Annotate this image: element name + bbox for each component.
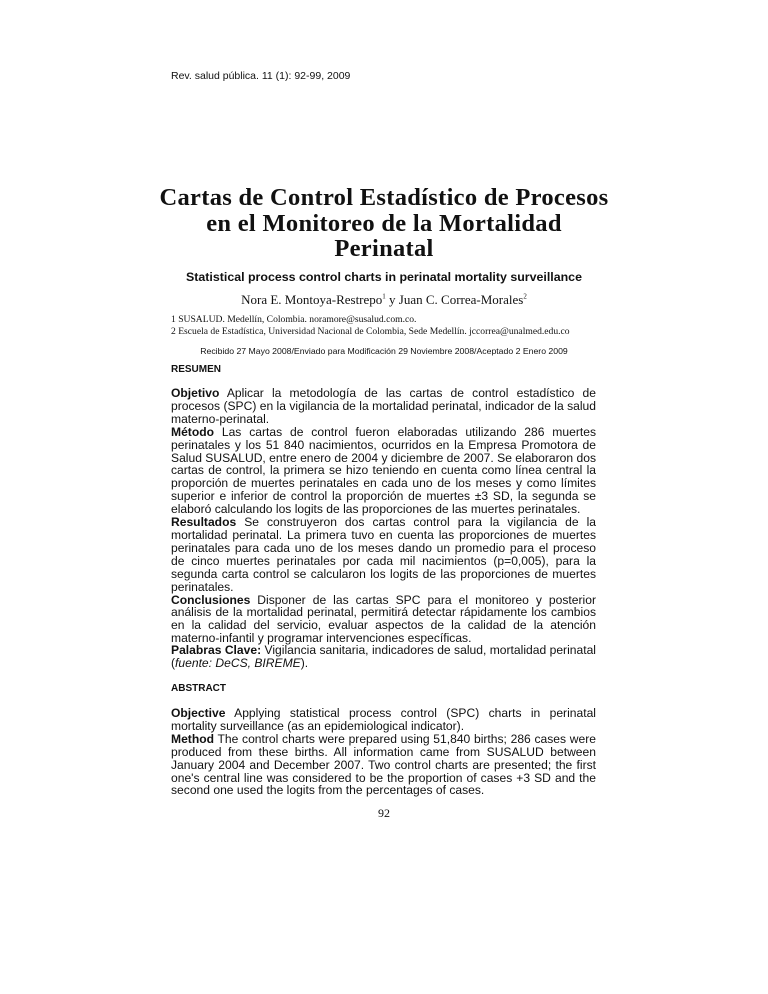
keywords-end: ). (300, 655, 309, 670)
section-text: Las cartas de control fueron elaboradas utilizando 286 muertes perinatales y los 51 840 nacimientos, ocurridos en la Empresa Promotora de Salud SUSALUD, entre enero de 2004 y diciembre de 2007. Se elaboraron dos cartas de control, la primera se hizo teniendo en cuenta como línea central la proporción de muertes perinatales en cada uno de los meses y como límites superior e inferior de control la proporción de muertes ±3 SD, la segunda se elaboró calculando los logits de las proporciones de las muertes perinatales. (171, 424, 596, 517)
abstract-method (171, 733, 596, 798)
section-label: Conclusiones (171, 592, 251, 607)
resumen-heading: RESUMEN (171, 364, 222, 375)
keywords-source: fuente: DeCS, BIREME (175, 655, 301, 670)
section-text: Applying statistical process control (SPC) charts in perinatal mortality surveillance (as an epidemiological indicator). (171, 706, 596, 733)
keywords-text: Vigilancia sanitaria, indicadores de salud, mortalidad perinatal ( (171, 643, 596, 670)
keywords-label: Palabras Clave: (171, 643, 262, 657)
affiliations (171, 314, 570, 338)
author-name: Juan C. Correa-Morales (398, 292, 524, 307)
resumen-resultados (171, 516, 596, 593)
author-conjunction: y (385, 292, 399, 307)
resumen-body (171, 387, 596, 645)
section-label: Resultados (171, 515, 237, 530)
abstract-heading: ABSTRACT (171, 683, 226, 694)
english-title: Statistical process control charts in perinatal mortality surveillance (186, 270, 582, 284)
resumen-metodo (171, 426, 596, 516)
author-affiliation-mark: 1 (382, 292, 386, 301)
title-line: Cartas de Control Estadístico de Procesos (159, 184, 609, 211)
resumen-objetivo (171, 387, 596, 426)
abstract-body (171, 707, 596, 797)
keywords (171, 644, 596, 670)
article-title (150, 185, 618, 262)
title-line: Perinatal (334, 235, 434, 262)
section-text: Disponer de las cartas SPC para el monitoreo y posterior análisis de la mortalidad perinatal, permitirá detectar rápidamente los cambios en la calidad del servicio, evaluar aspectos de la calidad de la atención materno-infantil y programar intervenciones específicas. (171, 592, 596, 646)
section-text: Aplicar la metodología de las cartas de control estadístico de procesos (SPC) en la vigilancia de la mortalidad perinatal, indicador de la salud materno-perinatal. (171, 386, 596, 426)
abstract-objective (171, 707, 596, 733)
section-label: Objective (171, 706, 226, 720)
authors (140, 292, 628, 308)
page-number: 92 (378, 806, 390, 820)
section-label: Method (171, 731, 214, 746)
section-label: Objetivo (171, 386, 220, 400)
author-name: Nora E. Montoya-Restrepo (241, 292, 383, 307)
resumen-conclusiones (171, 594, 596, 646)
section-text: The control charts were prepared using 51,840 births; 286 cases were produced from these births. All information came from SUSALUD between January 2004 and December 2007. Two control charts are presented; the first one's central line was considered to be the proportion of cases +3 SD and the second one used the logits from the percentages of cases. (171, 731, 596, 798)
affiliation: 1 SUSALUD. Medellín, Colombia. noramore@susalud.com.co. (171, 314, 417, 325)
author-affiliation-mark: 2 (523, 292, 527, 301)
received-dates: Recibido 27 Mayo 2008/Enviado para Modificación 29 Noviembre 2008/Aceptado 2 Enero 2009 (200, 346, 568, 356)
journal-reference: Rev. salud pública. 11 (1): 92-99, 2009 (171, 70, 351, 82)
section-label: Método (171, 424, 214, 439)
affiliation: 2 Escuela de Estadística, Universidad Nacional de Colombia, Sede Medellín. jccorrea@unalmed.edu.co (171, 326, 570, 337)
title-line: en el Monitoreo de la Mortalidad (206, 209, 562, 237)
section-text: Se construyeron dos cartas control para la vigilancia de la mortalidad perinatal. La primera tuvo en cuenta las proporciones de muertes perinatales para cada uno de los meses dando un promedio para el proceso de cinco muertes perinatales por cada mil nacimientos (p=0,005), para la segunda carta control se calcularon los logits de las proporciones de muertes perinatales. (171, 515, 596, 594)
